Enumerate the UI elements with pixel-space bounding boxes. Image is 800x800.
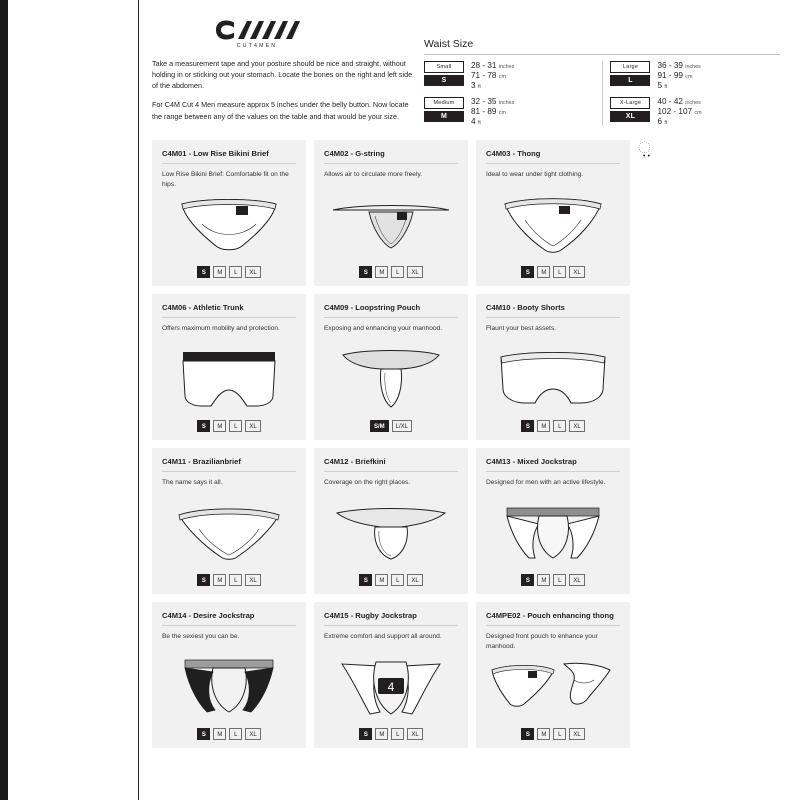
product-title: C4M11 - Brazilianbrief [162,457,241,466]
product-illustration-desire-jockstrap [152,654,306,720]
product-row-1: C4M01 - Low Rise Bikini Brief Low Rise Bikini Brief: Comfortable fit on the hips. S M L XL C4M02 - G-string Allows air to circulate more freely. S M L XL C4M03 - Thong Ideal to wear under tight clothing. S M L XL ಼ [152,140,792,286]
unit-inches-large: inches [685,64,701,70]
size-options[interactable] [476,420,630,432]
size-option-s[interactable]: S [521,574,534,586]
size-option-xl[interactable]: XL [569,574,584,586]
product-description: Flaunt your best assets. [486,325,557,333]
size-row-large [610,61,780,90]
product-card-c4m15[interactable] [314,602,468,748]
unit-inches-medium: inches [498,100,515,106]
product-title: C4MPE02 - Pouch enhancing thong [486,611,614,620]
large-cm: 91 - 99 [657,71,683,80]
product-grid [152,140,792,756]
size-option-m[interactable]: M [537,266,550,278]
size-option-l[interactable]: L [553,574,566,586]
size-name-small: Small [424,61,464,73]
product-illustration-mixed-jockstrap [476,500,630,566]
size-options[interactable] [152,574,306,586]
waist-table-divider [602,61,603,126]
product-illustration-g-string [314,192,468,258]
product-title: C4M06 - Athletic Trunk [162,303,244,312]
product-illustration-thong [476,192,630,258]
product-card-c4m12[interactable] [314,448,468,594]
product-title: C4M13 - Mixed Jockstrap [486,457,577,466]
size-options[interactable] [314,420,468,432]
size-option-l[interactable]: L [229,420,242,432]
product-illustration-booty-shorts [476,346,630,412]
svg-text:4: 4 [387,680,395,694]
size-option-xl[interactable]: XL [245,574,260,586]
card-divider [162,317,296,318]
product-card-c4m13[interactable] [476,448,630,594]
xlarge-inches: 40 - 42 [657,97,683,106]
size-name-medium: Medium [424,97,464,109]
size-options[interactable] [476,728,630,740]
size-code-large: L [610,75,650,86]
size-option-m[interactable]: M [213,420,226,432]
product-card-c4m03[interactable] [476,140,630,286]
size-name-xlarge: X-Large [610,97,650,109]
waist-title-rule [424,54,780,55]
measuring-instructions [152,58,414,130]
product-description: Low Rise Bikini Brief: Comfortable fit on the hips. [162,171,289,188]
size-option-l[interactable]: L [553,728,566,740]
product-card-c4m10[interactable] [476,294,630,440]
product-description: Allows air to circulate more freely. [324,171,423,179]
large-inches: 36 - 39 [657,61,683,70]
size-option-s[interactable]: S [197,266,210,278]
product-description: Be the sexiest you can be. [162,633,240,641]
size-option-l[interactable]: L [391,266,404,278]
product-description: Designed for men with an active lifestyle. [486,479,606,487]
size-option-l[interactable]: L [553,266,566,278]
product-title: C4M01 - Low Rise Bikini Brief [162,149,269,158]
product-title: C4M03 - Thong [486,149,541,158]
unit-cm-xlarge: cm [694,110,702,116]
product-title: C4M02 - G-string [324,149,385,158]
size-option-s[interactable]: S [359,266,372,278]
size-option-xl[interactable]: XL [569,728,584,740]
product-illustration-bikini-brief [152,192,306,258]
product-card-c4m14[interactable] [152,602,306,748]
product-description: Designed front pouch to enhance your manhood. [486,633,598,650]
size-row-medium [424,97,594,126]
product-title: C4M10 - Booty Shorts [486,303,565,312]
size-option-s[interactable]: S [197,574,210,586]
product-card-c4m02[interactable] [314,140,468,286]
product-title: C4M09 - Loopstring Pouch [324,303,421,312]
size-options[interactable] [152,420,306,432]
left-vertical-rule [138,0,139,800]
size-options[interactable] [314,728,468,740]
size-option-sm[interactable]: S/M [370,420,389,432]
card-divider [162,471,296,472]
size-option-xl[interactable]: XL [245,728,260,740]
size-option-s[interactable]: S [197,420,210,432]
size-option-xl[interactable]: XL [407,266,422,278]
size-options[interactable] [152,266,306,278]
size-option-s[interactable]: S [197,728,210,740]
product-row-2 [152,294,792,440]
product-illustration-brazilian [152,500,306,566]
waist-size-title: Waist Size [424,38,474,50]
product-row-3 [152,448,792,594]
product-card-c4m06[interactable] [152,294,306,440]
product-title: C4M14 - Desire Jockstrap [162,611,255,620]
card-divider [486,163,620,164]
unit-cm-large: cm [685,74,693,80]
product-illustration-briefkini [314,500,468,566]
size-options[interactable] [314,266,468,278]
size-option-m[interactable]: M [213,266,226,278]
instructions-paragraph-2: For C4M Cut 4 Men measure approx 5 inches under the belly button. Now locate the range between any of the values on the table and that would be your size. [152,100,409,121]
large-ft: 5 [657,81,663,90]
page-header [152,14,788,132]
size-option-l[interactable]: L [229,266,242,278]
card-divider [486,625,620,626]
product-description: Offers maximum mobility and protection. [162,325,280,333]
product-card-c4mpe02[interactable] [476,602,630,748]
size-option-m[interactable]: M [537,728,550,740]
product-description: Ideal to wear under tight clothing. [486,171,584,179]
size-option-m[interactable]: M [375,266,388,278]
medium-inches: 32 - 35 [471,97,497,106]
card-divider [162,625,296,626]
product-description: The name says it all. [162,479,223,487]
size-option-xl[interactable]: XL [407,574,422,586]
unit-ft-small: ft [477,84,481,90]
size-options[interactable] [476,266,630,278]
card-divider [324,317,458,318]
unit-cm-small: cm [498,74,506,80]
waist-size-table [424,38,780,126]
left-margin-bar [0,0,8,800]
size-option-m[interactable]: M [375,728,388,740]
card-divider [486,317,620,318]
size-option-l[interactable]: L [229,728,242,740]
product-illustration-pouch-thong [476,654,630,720]
product-illustration-rugby-jockstrap [314,654,468,720]
size-code-medium: M [424,111,464,122]
size-option-xl[interactable]: XL [407,728,422,740]
xlarge-cm: 102 - 107 [657,107,693,116]
product-card-c4m11[interactable] [152,448,306,594]
size-options[interactable] [152,728,306,740]
size-option-xl[interactable]: XL [569,266,584,278]
size-option-m[interactable]: M [537,574,550,586]
product-row-4 [152,602,792,748]
card-divider [324,163,458,164]
size-option-s[interactable]: S [521,420,534,432]
product-illustration-trunk [152,346,306,412]
unit-inches-xlarge: inches [685,100,701,106]
brand-logo [162,18,352,49]
size-option-l[interactable]: L [391,728,404,740]
size-option-s[interactable]: S [521,728,534,740]
medium-ft: 4 [471,117,476,126]
size-option-xl[interactable]: XL [245,420,260,432]
size-option-m[interactable]: M [375,574,388,586]
instructions-paragraph-1: Take a measurement tape and your posture should be nice and straight, without holding in or sticking out your stomach. Locate the bones on the right and left side of the abdomen. [152,59,413,91]
size-option-l[interactable]: L [391,574,404,586]
size-option-s[interactable]: S [359,574,372,586]
product-description: Extreme comfort and support all around. [324,633,442,641]
c4m-logo-icon [214,18,300,42]
size-options[interactable] [476,574,630,586]
waist-column-left [424,61,594,126]
medium-cm: 81 - 89 [471,107,497,116]
card-divider [324,625,458,626]
size-code-xlarge: XL [610,111,650,122]
unit-cm-medium: cm [498,110,506,116]
size-options[interactable] [314,574,468,586]
product-title: C4M12 - Briefkini [324,457,386,466]
size-row-small [424,61,594,90]
size-option-m[interactable]: M [537,420,550,432]
product-card-c4m01[interactable] [152,140,306,286]
product-title: C4M15 - Rugby Jockstrap [324,611,417,620]
product-description: Exposing and enhancing your manhood. [324,325,443,333]
brand-tagline: CUT4MEN [236,43,278,49]
card-divider [162,163,296,164]
size-option-l[interactable]: L [553,420,566,432]
size-option-s[interactable]: S [359,728,372,740]
waist-column-right [610,61,780,126]
unit-ft-medium: ft [477,120,481,126]
size-option-m[interactable]: M [213,728,226,740]
size-name-large: Large [610,61,650,73]
size-row-xlarge [610,97,780,126]
size-option-m[interactable]: M [213,574,226,586]
small-inches: 28 - 31 [471,61,497,70]
unit-ft-xlarge: ft [664,120,668,126]
xlarge-ft: 6 [657,117,663,126]
unit-inches-small: inches [498,64,515,70]
small-ft: 3 [471,81,476,90]
size-code-small: S [424,75,464,86]
card-divider [486,471,620,472]
product-illustration-loopstring [314,346,468,412]
size-option-xl[interactable]: XL [569,420,584,432]
product-description: Coverage on the right places. [324,479,411,487]
unit-ft-large: ft [664,84,668,90]
size-option-xl[interactable]: XL [245,266,260,278]
product-card-c4m09[interactable] [314,294,468,440]
small-cm: 71 - 78 [471,71,497,80]
card-divider [324,471,458,472]
size-option-l[interactable]: L [229,574,242,586]
size-option-lxl[interactable]: L/XL [392,420,412,432]
size-option-s[interactable]: S [521,266,534,278]
